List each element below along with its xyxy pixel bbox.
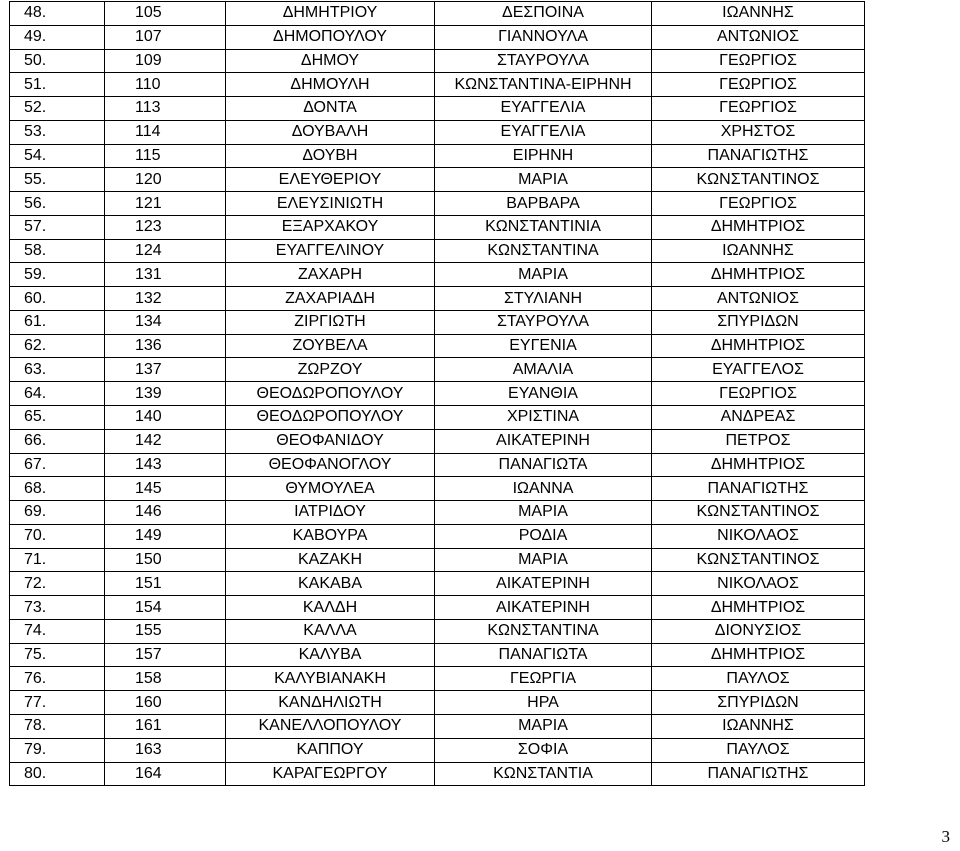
surname-cell: ΕΥΑΓΓΕΛΙΝΟΥ xyxy=(226,239,435,263)
table-row xyxy=(10,310,865,334)
registry-code-cell: 160 xyxy=(105,691,226,715)
father-name-cell: ΑΝΤΩΝΙΟΣ xyxy=(652,25,865,49)
father-name-cell: ΧΡΗΣΤΟΣ xyxy=(652,120,865,144)
row-number-cell: 61. xyxy=(10,310,105,334)
table-row xyxy=(10,643,865,667)
first-name-cell: ΓΙΑΝΝΟΥΛΑ xyxy=(435,25,652,49)
table-row xyxy=(10,382,865,406)
registry-code-cell: 146 xyxy=(105,501,226,525)
registry-code-cell: 150 xyxy=(105,548,226,572)
father-name-cell: ΝΙΚΟΛΑΟΣ xyxy=(652,572,865,596)
first-name-cell: ΑΙΚΑΤΕΡΙΝΗ xyxy=(435,596,652,620)
first-name-cell: ΕΥΓΕΝΙΑ xyxy=(435,334,652,358)
surname-cell: ΘΕΟΦΑΝΙΔΟΥ xyxy=(226,429,435,453)
page-number: 3 xyxy=(941,827,950,846)
father-name-cell: ΠΑΥΛΟΣ xyxy=(652,667,865,691)
row-number-cell: 49. xyxy=(10,25,105,49)
row-number-cell: 70. xyxy=(10,524,105,548)
father-name-cell: ΓΕΩΡΓΙΟΣ xyxy=(652,382,865,406)
father-name-cell: ΚΩΝΣΤΑΝΤΙΝΟΣ xyxy=(652,548,865,572)
surname-cell: ΖΑΧΑΡΙΑΔΗ xyxy=(226,287,435,311)
father-name-cell: ΝΙΚΟΛΑΟΣ xyxy=(652,524,865,548)
table-row xyxy=(10,144,865,168)
father-name-cell: ΚΩΝΣΤΑΝΤΙΝΟΣ xyxy=(652,501,865,525)
registry-code-cell: 137 xyxy=(105,358,226,382)
first-name-cell: ΚΩΝΣΤΑΝΤΙΝΑ-ΕΙΡΗΝΗ xyxy=(435,73,652,97)
father-name-cell: ΓΕΩΡΓΙΟΣ xyxy=(652,49,865,73)
table-row xyxy=(10,596,865,620)
surname-cell: ΚΑΛΛΑ xyxy=(226,619,435,643)
first-name-cell: ΜΑΡΙΑ xyxy=(435,548,652,572)
first-name-cell: ΑΙΚΑΤΕΡΙΝΗ xyxy=(435,429,652,453)
surname-cell: ΘΕΟΔΩΡΟΠΟΥΛΟΥ xyxy=(226,406,435,430)
surname-cell: ΚΑΒΟΥΡΑ xyxy=(226,524,435,548)
father-name-cell: ΕΥΑΓΓΕΛΟΣ xyxy=(652,358,865,382)
first-name-cell: ΣΤΑΥΡΟΥΛΑ xyxy=(435,310,652,334)
row-number-cell: 58. xyxy=(10,239,105,263)
first-name-cell: ΚΩΝΣΤΑΝΤΙΝΑ xyxy=(435,239,652,263)
first-name-cell: ΗΡΑ xyxy=(435,691,652,715)
first-name-cell: ΣΤΑΥΡΟΥΛΑ xyxy=(435,49,652,73)
row-number-cell: 80. xyxy=(10,762,105,786)
first-name-cell: ΜΑΡΙΑ xyxy=(435,168,652,192)
first-name-cell: ΚΩΝΣΤΑΝΤΙΑ xyxy=(435,762,652,786)
row-number-cell: 67. xyxy=(10,453,105,477)
surname-cell: ΔΟΥΒΗ xyxy=(226,144,435,168)
surname-cell: ΘΕΟΔΩΡΟΠΟΥΛΟΥ xyxy=(226,382,435,406)
first-name-cell: ΓΕΩΡΓΙΑ xyxy=(435,667,652,691)
roster-table-body xyxy=(10,2,865,786)
father-name-cell: ΔΗΜΗΤΡΙΟΣ xyxy=(652,596,865,620)
table-row xyxy=(10,2,865,26)
table-row xyxy=(10,263,865,287)
surname-cell: ΚΑΝΔΗΛΙΩΤΗ xyxy=(226,691,435,715)
first-name-cell: ΕΥΑΝΘΙΑ xyxy=(435,382,652,406)
row-number-cell: 66. xyxy=(10,429,105,453)
registry-code-cell: 113 xyxy=(105,97,226,121)
row-number-cell: 64. xyxy=(10,382,105,406)
surname-cell: ΕΛΕΥΘΕΡΙΟΥ xyxy=(226,168,435,192)
row-number-cell: 74. xyxy=(10,619,105,643)
table-row xyxy=(10,714,865,738)
surname-cell: ΚΑΛΔΗ xyxy=(226,596,435,620)
row-number-cell: 78. xyxy=(10,714,105,738)
row-number-cell: 77. xyxy=(10,691,105,715)
father-name-cell: ΔΗΜΗΤΡΙΟΣ xyxy=(652,263,865,287)
father-name-cell: ΙΩΑΝΝΗΣ xyxy=(652,714,865,738)
first-name-cell: ΣΟΦΙΑ xyxy=(435,738,652,762)
row-number-cell: 51. xyxy=(10,73,105,97)
table-row xyxy=(10,738,865,762)
table-row xyxy=(10,691,865,715)
registry-code-cell: 107 xyxy=(105,25,226,49)
father-name-cell: ΓΕΩΡΓΙΟΣ xyxy=(652,97,865,121)
surname-cell: ΘΕΟΦΑΝΟΓΛΟΥ xyxy=(226,453,435,477)
registry-code-cell: 114 xyxy=(105,120,226,144)
row-number-cell: 57. xyxy=(10,215,105,239)
table-row xyxy=(10,25,865,49)
registry-code-cell: 149 xyxy=(105,524,226,548)
registry-code-cell: 132 xyxy=(105,287,226,311)
surname-cell: ΔΗΜΟΥ xyxy=(226,49,435,73)
row-number-cell: 72. xyxy=(10,572,105,596)
registry-code-cell: 161 xyxy=(105,714,226,738)
father-name-cell: ΔΙΟΝΥΣΙΟΣ xyxy=(652,619,865,643)
surname-cell: ΖΙΡΓΙΩΤΗ xyxy=(226,310,435,334)
table-row xyxy=(10,667,865,691)
first-name-cell: ΚΩΝΣΤΑΝΤΙΝΙΑ xyxy=(435,215,652,239)
father-name-cell: ΓΕΩΡΓΙΟΣ xyxy=(652,192,865,216)
surname-cell: ΚΑΡΑΓΕΩΡΓΟΥ xyxy=(226,762,435,786)
table-row xyxy=(10,239,865,263)
first-name-cell: ΙΩΑΝΝΑ xyxy=(435,477,652,501)
father-name-cell: ΣΠΥΡΙΔΩΝ xyxy=(652,691,865,715)
table-row xyxy=(10,501,865,525)
table-row xyxy=(10,120,865,144)
row-number-cell: 69. xyxy=(10,501,105,525)
registry-code-cell: 124 xyxy=(105,239,226,263)
table-row xyxy=(10,192,865,216)
registry-code-cell: 120 xyxy=(105,168,226,192)
table-row xyxy=(10,215,865,239)
table-row xyxy=(10,762,865,786)
first-name-cell: ΒΑΡΒΑΡΑ xyxy=(435,192,652,216)
surname-cell: ΔΗΜΟΠΟΥΛΟΥ xyxy=(226,25,435,49)
first-name-cell: ΡΟΔΙΑ xyxy=(435,524,652,548)
row-number-cell: 79. xyxy=(10,738,105,762)
registry-code-cell: 139 xyxy=(105,382,226,406)
table-row xyxy=(10,358,865,382)
registry-code-cell: 121 xyxy=(105,192,226,216)
first-name-cell: ΜΑΡΙΑ xyxy=(435,501,652,525)
row-number-cell: 60. xyxy=(10,287,105,311)
registry-code-cell: 151 xyxy=(105,572,226,596)
father-name-cell: ΠΑΝΑΓΙΩΤΗΣ xyxy=(652,144,865,168)
row-number-cell: 63. xyxy=(10,358,105,382)
row-number-cell: 65. xyxy=(10,406,105,430)
table-row xyxy=(10,619,865,643)
first-name-cell: ΧΡΙΣΤΙΝΑ xyxy=(435,406,652,430)
registry-code-cell: 164 xyxy=(105,762,226,786)
surname-cell: ΕΞΑΡΧΑΚΟΥ xyxy=(226,215,435,239)
first-name-cell: ΔΕΣΠΟΙΝΑ xyxy=(435,2,652,26)
row-number-cell: 48. xyxy=(10,2,105,26)
father-name-cell: ΔΗΜΗΤΡΙΟΣ xyxy=(652,215,865,239)
father-name-cell: ΔΗΜΗΤΡΙΟΣ xyxy=(652,453,865,477)
row-number-cell: 75. xyxy=(10,643,105,667)
surname-cell: ΔΟΝΤΑ xyxy=(226,97,435,121)
registry-code-cell: 158 xyxy=(105,667,226,691)
surname-cell: ΔΗΜΟΥΛΗ xyxy=(226,73,435,97)
registry-code-cell: 140 xyxy=(105,406,226,430)
table-row xyxy=(10,334,865,358)
surname-cell: ΙΑΤΡΙΔΟΥ xyxy=(226,501,435,525)
registry-code-cell: 163 xyxy=(105,738,226,762)
table-row xyxy=(10,524,865,548)
father-name-cell: ΠΑΥΛΟΣ xyxy=(652,738,865,762)
row-number-cell: 55. xyxy=(10,168,105,192)
surname-cell: ΖΑΧΑΡΗ xyxy=(226,263,435,287)
table-row xyxy=(10,287,865,311)
father-name-cell: ΑΝΤΩΝΙΟΣ xyxy=(652,287,865,311)
registry-code-cell: 109 xyxy=(105,49,226,73)
registry-code-cell: 110 xyxy=(105,73,226,97)
row-number-cell: 53. xyxy=(10,120,105,144)
father-name-cell: ΑΝΔΡΕΑΣ xyxy=(652,406,865,430)
surname-cell: ΖΩΡΖΟΥ xyxy=(226,358,435,382)
row-number-cell: 54. xyxy=(10,144,105,168)
registry-code-cell: 154 xyxy=(105,596,226,620)
father-name-cell: ΙΩΑΝΝΗΣ xyxy=(652,2,865,26)
father-name-cell: ΣΠΥΡΙΔΩΝ xyxy=(652,310,865,334)
first-name-cell: ΜΑΡΙΑ xyxy=(435,714,652,738)
registry-code-cell: 142 xyxy=(105,429,226,453)
table-row xyxy=(10,73,865,97)
father-name-cell: ΙΩΑΝΝΗΣ xyxy=(652,239,865,263)
surname-cell: ΚΑΛΥΒΙΑΝΑΚΗ xyxy=(226,667,435,691)
first-name-cell: ΚΩΝΣΤΑΝΤΙΝΑ xyxy=(435,619,652,643)
row-number-cell: 62. xyxy=(10,334,105,358)
registry-code-cell: 143 xyxy=(105,453,226,477)
first-name-cell: ΕΥΑΓΓΕΛΙΑ xyxy=(435,97,652,121)
surname-cell: ΕΛΕΥΣΙΝΙΩΤΗ xyxy=(226,192,435,216)
surname-cell: ΚΑΝΕΛΛΟΠΟΥΛΟΥ xyxy=(226,714,435,738)
table-row xyxy=(10,548,865,572)
surname-cell: ΚΑΠΠΟΥ xyxy=(226,738,435,762)
row-number-cell: 68. xyxy=(10,477,105,501)
roster-table xyxy=(9,1,865,786)
registry-code-cell: 134 xyxy=(105,310,226,334)
row-number-cell: 73. xyxy=(10,596,105,620)
table-row xyxy=(10,453,865,477)
father-name-cell: ΔΗΜΗΤΡΙΟΣ xyxy=(652,643,865,667)
registry-code-cell: 123 xyxy=(105,215,226,239)
surname-cell: ΔΟΥΒΑΛΗ xyxy=(226,120,435,144)
row-number-cell: 76. xyxy=(10,667,105,691)
first-name-cell: ΑΙΚΑΤΕΡΙΝΗ xyxy=(435,572,652,596)
table-row xyxy=(10,429,865,453)
table-row xyxy=(10,477,865,501)
surname-cell: ΘΥΜΟΥΛΕΑ xyxy=(226,477,435,501)
surname-cell: ΚΑΛΥΒΑ xyxy=(226,643,435,667)
registry-code-cell: 155 xyxy=(105,619,226,643)
row-number-cell: 52. xyxy=(10,97,105,121)
first-name-cell: ΕΥΑΓΓΕΛΙΑ xyxy=(435,120,652,144)
first-name-cell: ΕΙΡΗΝΗ xyxy=(435,144,652,168)
father-name-cell: ΠΑΝΑΓΙΩΤΗΣ xyxy=(652,762,865,786)
father-name-cell: ΔΗΜΗΤΡΙΟΣ xyxy=(652,334,865,358)
surname-cell: ΔΗΜΗΤΡΙΟΥ xyxy=(226,2,435,26)
registry-code-cell: 115 xyxy=(105,144,226,168)
table-row xyxy=(10,406,865,430)
row-number-cell: 59. xyxy=(10,263,105,287)
father-name-cell: ΠΕΤΡΟΣ xyxy=(652,429,865,453)
first-name-cell: ΑΜΑΛΙΑ xyxy=(435,358,652,382)
first-name-cell: ΠΑΝΑΓΙΩΤΑ xyxy=(435,453,652,477)
table-row xyxy=(10,49,865,73)
first-name-cell: ΜΑΡΙΑ xyxy=(435,263,652,287)
surname-cell: ΚΑΖΑΚΗ xyxy=(226,548,435,572)
row-number-cell: 71. xyxy=(10,548,105,572)
registry-code-cell: 105 xyxy=(105,2,226,26)
table-row xyxy=(10,97,865,121)
father-name-cell: ΚΩΝΣΤΑΝΤΙΝΟΣ xyxy=(652,168,865,192)
first-name-cell: ΠΑΝΑΓΙΩΤΑ xyxy=(435,643,652,667)
registry-code-cell: 145 xyxy=(105,477,226,501)
surname-cell: ΚΑΚΑΒΑ xyxy=(226,572,435,596)
row-number-cell: 56. xyxy=(10,192,105,216)
registry-code-cell: 131 xyxy=(105,263,226,287)
registry-code-cell: 157 xyxy=(105,643,226,667)
father-name-cell: ΠΑΝΑΓΙΩΤΗΣ xyxy=(652,477,865,501)
row-number-cell: 50. xyxy=(10,49,105,73)
table-row xyxy=(10,168,865,192)
surname-cell: ΖΟΥΒΕΛΑ xyxy=(226,334,435,358)
registry-code-cell: 136 xyxy=(105,334,226,358)
first-name-cell: ΣΤΥΛΙΑΝΗ xyxy=(435,287,652,311)
table-row xyxy=(10,572,865,596)
father-name-cell: ΓΕΩΡΓΙΟΣ xyxy=(652,73,865,97)
